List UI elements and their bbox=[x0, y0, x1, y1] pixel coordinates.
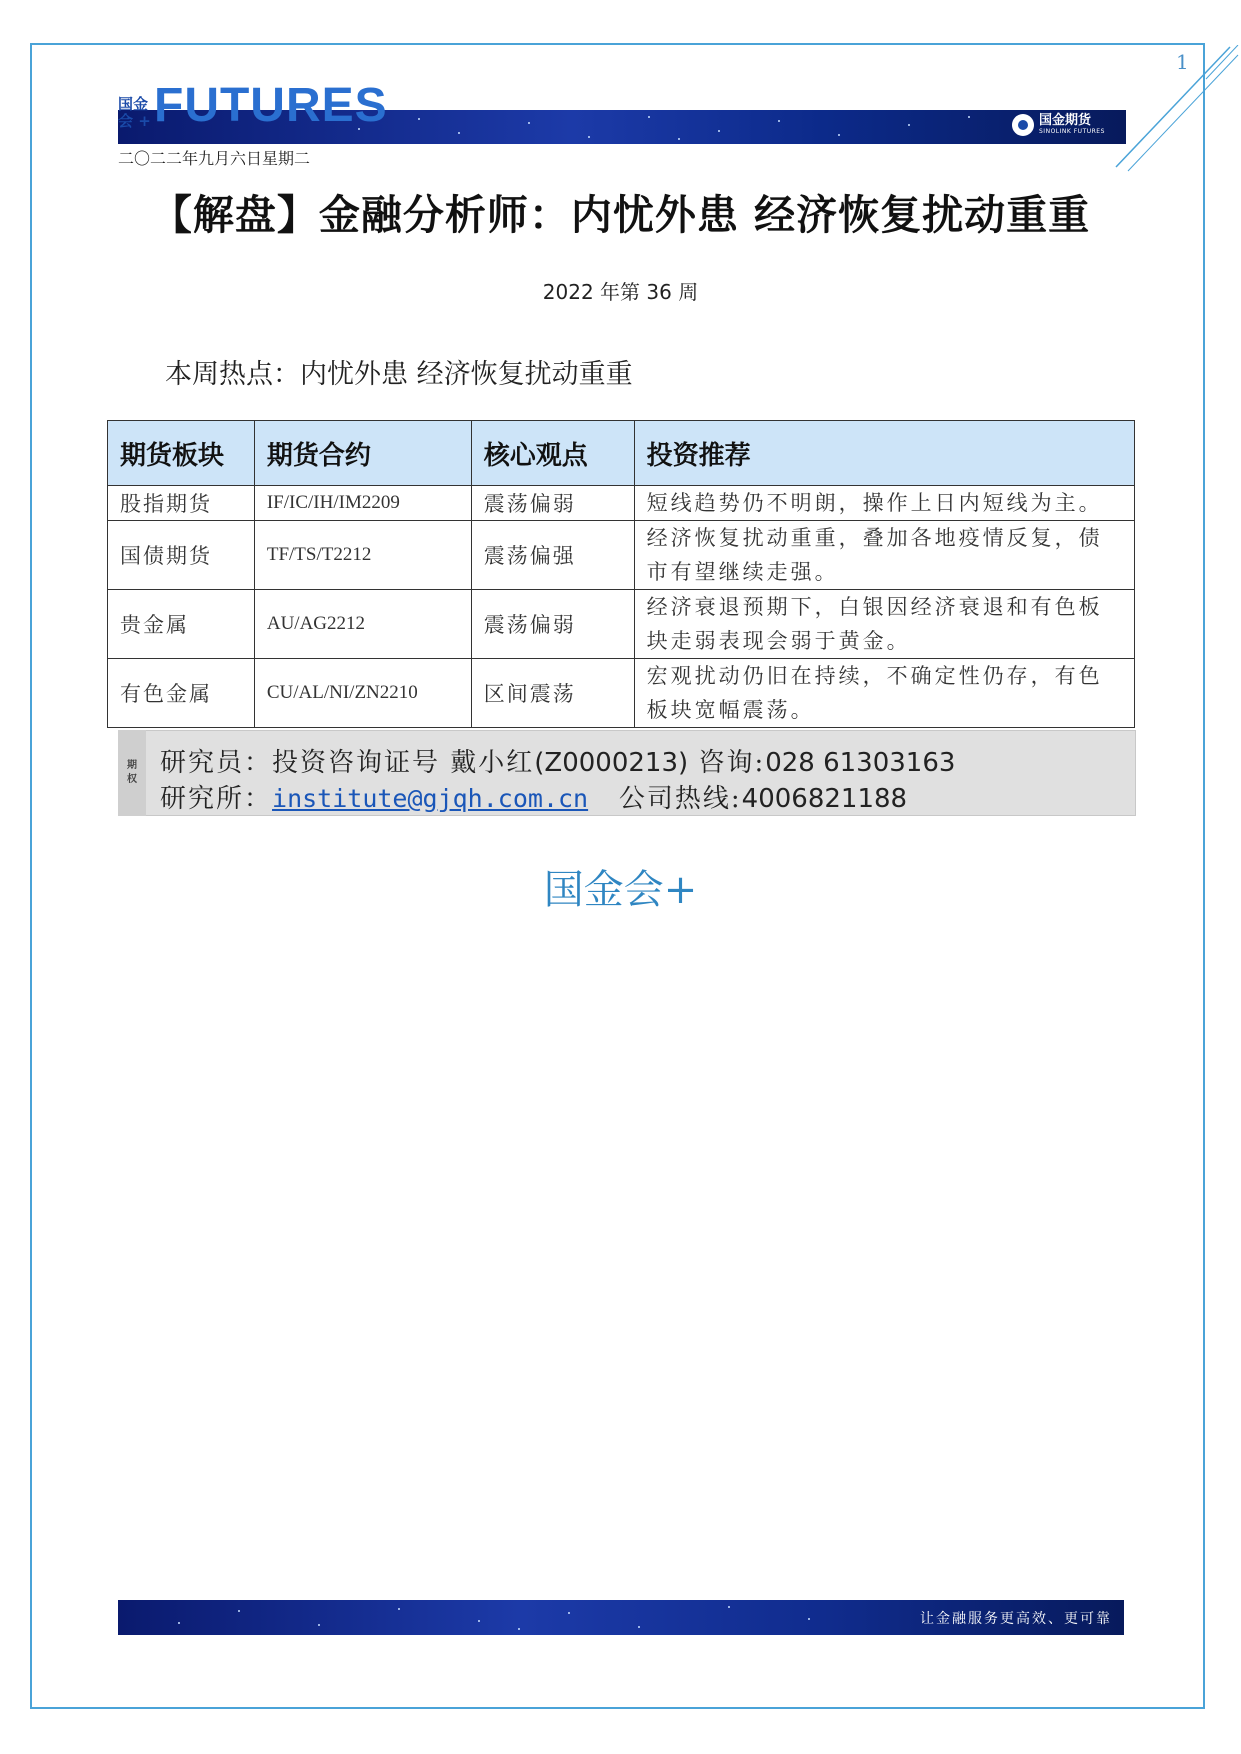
page-number: 1 bbox=[1176, 50, 1189, 74]
hotline-number: 4006821188 bbox=[741, 784, 908, 814]
cell-contract: AU/AG2212 bbox=[254, 590, 471, 659]
institute-label: 研究所： bbox=[160, 784, 273, 814]
cell-contract: TF/TS/T2212 bbox=[254, 521, 471, 590]
institute-line bbox=[160, 778, 907, 815]
cell-recommendation: 经济衰退预期下，白银因经济衰退和有色板块走弱表现会弱于黄金。 bbox=[634, 590, 1134, 659]
logo-cn: 国金 会 + bbox=[118, 95, 151, 130]
researcher-id: (Z0000213) bbox=[534, 748, 689, 778]
cell-contract: IF/IC/IH/IM2209 bbox=[254, 486, 471, 521]
cell-view: 震荡偏弱 bbox=[471, 486, 634, 521]
table-header-row bbox=[108, 421, 1135, 486]
contact-tag: 期 权 bbox=[118, 730, 146, 816]
cell-recommendation: 宏观扰动仍旧在持续，不确定性仍存，有色板块宽幅震荡。 bbox=[634, 659, 1134, 728]
cell-recommendation: 短线趋势仍不明朗，操作上日内短线为主。 bbox=[634, 486, 1134, 521]
page-title: 【解盘】金融分析师：内忧外患 经济恢复扰动重重 bbox=[150, 191, 1091, 239]
header-view: 核心观点 bbox=[471, 421, 634, 486]
header-sector: 期货板块 bbox=[108, 421, 255, 486]
consult-phone: 028 61303163 bbox=[765, 748, 956, 778]
cell-view: 震荡偏弱 bbox=[471, 590, 634, 659]
hotline-label: 公司热线: bbox=[618, 784, 742, 814]
brand-en-name: SINOLINK FUTURES bbox=[1039, 128, 1105, 135]
table-row bbox=[108, 590, 1135, 659]
recommendation-table bbox=[107, 420, 1135, 728]
table-row bbox=[108, 659, 1135, 728]
report-week: 2022 年第 36 周 bbox=[542, 280, 699, 304]
sinolink-logo bbox=[1012, 113, 1105, 136]
consult-label: 咨询: bbox=[698, 748, 766, 778]
contact-box bbox=[118, 730, 1136, 816]
header-recommendation: 投资推荐 bbox=[634, 421, 1134, 486]
table-row bbox=[108, 486, 1135, 521]
cell-view: 区间震荡 bbox=[471, 659, 634, 728]
header-contract: 期货合约 bbox=[254, 421, 471, 486]
logo-futures-text: FUTURES bbox=[154, 79, 388, 132]
cell-sector: 国债期货 bbox=[108, 521, 255, 590]
table-row bbox=[108, 521, 1135, 590]
footer-banner bbox=[118, 1600, 1124, 1635]
hot-topic: 本周热点：内忧外患 经济恢复扰动重重 bbox=[165, 359, 633, 390]
researcher-line bbox=[160, 742, 955, 779]
cell-sector: 有色金属 bbox=[108, 659, 255, 728]
report-date: 二〇二二年九月六日星期二 bbox=[118, 149, 311, 168]
cell-recommendation: 经济恢复扰动重重，叠加各地疫情反复，债市有望继续走强。 bbox=[634, 521, 1134, 590]
slogan: 让金融服务更高效、更可靠 bbox=[920, 1611, 1112, 1627]
cell-view: 震荡偏强 bbox=[471, 521, 634, 590]
cell-sector: 贵金属 bbox=[108, 590, 255, 659]
researcher-label: 研究员：投资咨询证号 戴小红 bbox=[160, 748, 535, 778]
footer-brand: 国金会+ bbox=[543, 867, 698, 913]
brand-cn-name: 国金期货 bbox=[1039, 113, 1092, 128]
corner-decoration bbox=[1110, 45, 1240, 175]
futures-logo bbox=[118, 79, 388, 132]
cell-sector: 股指期货 bbox=[108, 486, 255, 521]
institute-email-link[interactable]: institute@gjqh.com.cn bbox=[272, 784, 589, 813]
cell-contract: CU/AL/NI/ZN2210 bbox=[254, 659, 471, 728]
sinolink-logo-icon bbox=[1012, 114, 1034, 136]
